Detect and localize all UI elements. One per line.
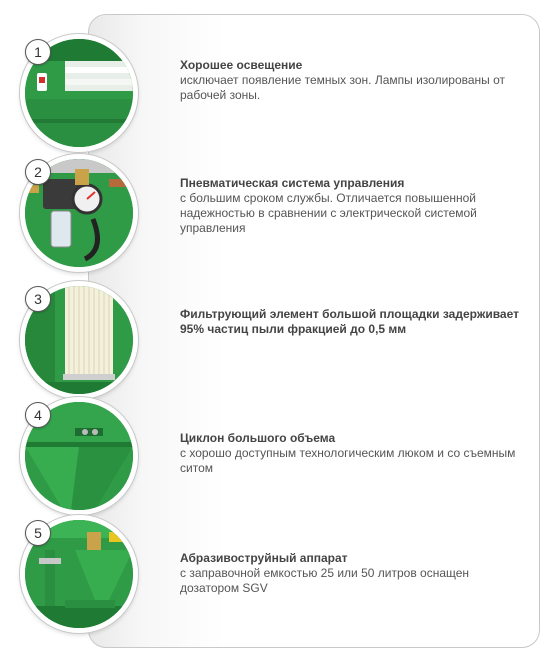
feature-item-2	[0, 154, 550, 279]
feature-item-5	[0, 515, 550, 640]
feature-item-4	[0, 397, 550, 522]
feature-title: Хорошее освещение	[180, 58, 303, 72]
feature-number-badge: 4	[25, 402, 51, 428]
feature-title: Пневматическая система управления	[180, 176, 405, 190]
feature-description: с хорошо доступным технологическим люком и со съемным ситом	[180, 446, 516, 475]
feature-number-badge: 3	[25, 286, 51, 312]
feature-number-badge: 2	[25, 159, 51, 185]
feature-number-badge: 5	[25, 520, 51, 546]
feature-title: Абразивоструйный аппарат	[180, 551, 348, 565]
feature-description: с большим сроком службы. Отличается повышенной надежностью в сравнении с электрической системой управления	[180, 191, 477, 235]
feature-item-3	[0, 281, 550, 406]
feature-title: Фильтрующий элемент большой площадки задерживает 95% частиц пыли фракцией до 0,5 мм	[180, 307, 519, 336]
feature-description: с заправочной емкостью 25 или 50 литров оснащен дозатором SGV	[180, 566, 470, 595]
feature-description: исключает появление темных зон. Лампы изолированы от рабочей зоны.	[180, 73, 506, 102]
feature-title: Циклон большого объема	[180, 431, 336, 445]
feature-item-1	[0, 34, 550, 159]
feature-number-badge: 1	[25, 39, 51, 65]
